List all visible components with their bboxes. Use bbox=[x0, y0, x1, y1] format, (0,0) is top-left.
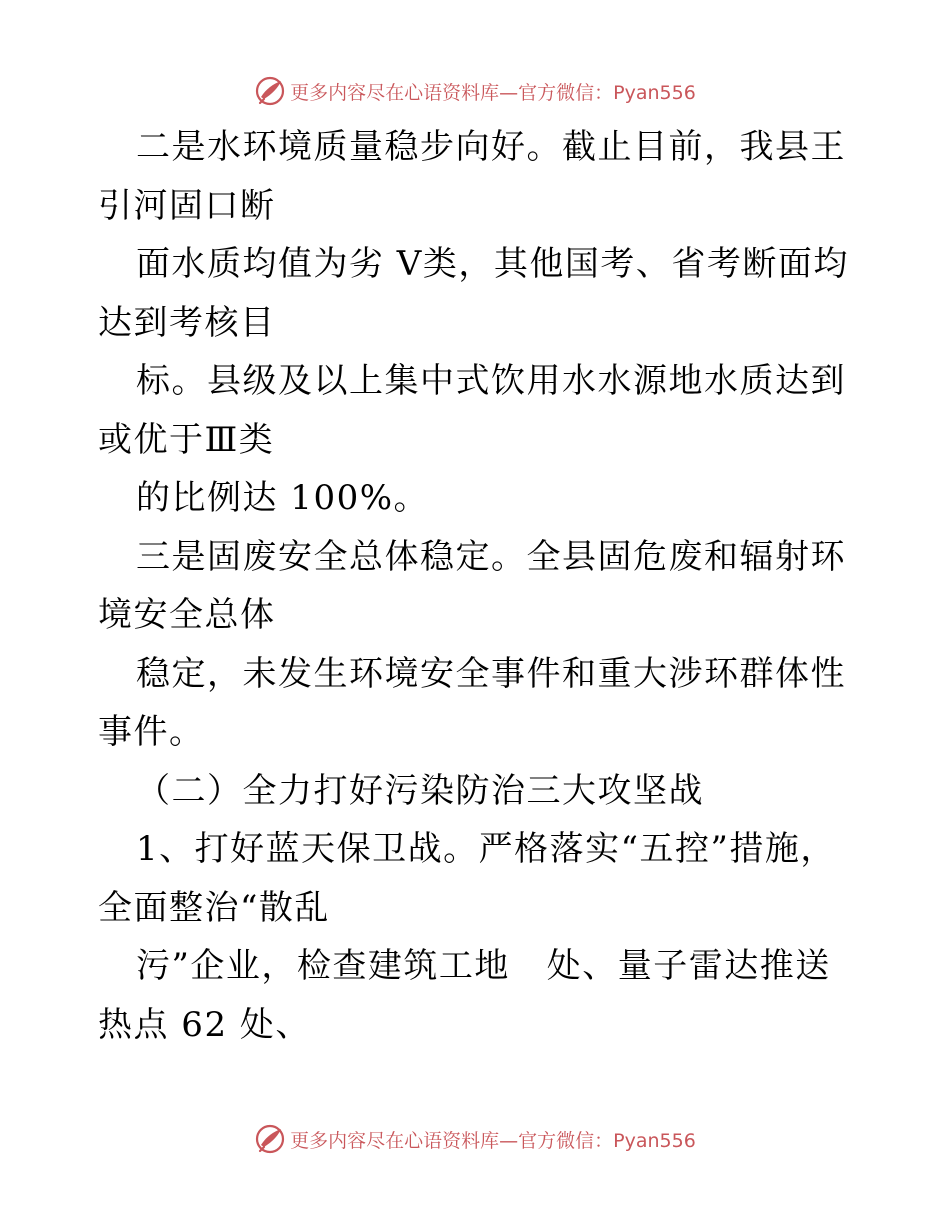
paragraph-blue-sky: 1、打好蓝天保卫战。严格落实“五控”措施，全面整治“散乱 bbox=[98, 829, 836, 928]
paragraph-solid-waste: 三是固废安全总体稳定。全县固危废和辐射环境安全总体 bbox=[98, 536, 846, 635]
pen-nib-logo-icon bbox=[254, 1123, 286, 1155]
paragraph-drinking-water: 标。县级及以上集中式饮用水水源地水质达到或优于Ⅲ类 bbox=[98, 361, 846, 460]
document-body bbox=[98, 118, 858, 1054]
header-watermark-text: 更多内容尽在心语资料库—官方微信：Pyan556 bbox=[290, 81, 696, 104]
paragraph-enterprises: 污”企业，检查建筑工地 处、量子雷达推送热点 62 处、 bbox=[98, 946, 831, 1045]
footer-watermark-text: 更多内容尽在心语资料库—官方微信：Pyan556 bbox=[290, 1129, 696, 1152]
pen-nib-logo-icon bbox=[254, 75, 286, 107]
paragraph-stability: 稳定，未发生环境安全事件和重大涉环群体性事件。 bbox=[98, 653, 846, 752]
section-heading: （二）全力打好污染防治三大攻坚战 bbox=[136, 770, 704, 811]
paragraph-water-quality: 二是水环境质量稳步向好。截止目前，我县王引河固口断 bbox=[98, 127, 846, 226]
header-watermark bbox=[0, 74, 950, 108]
paragraph-assessment: 面水质均值为劣 V类，其他国考、省考断面均达到考核目 bbox=[98, 244, 849, 343]
paragraph-ratio: 的比例达 100%。 bbox=[136, 478, 430, 518]
footer-watermark bbox=[0, 1122, 950, 1156]
